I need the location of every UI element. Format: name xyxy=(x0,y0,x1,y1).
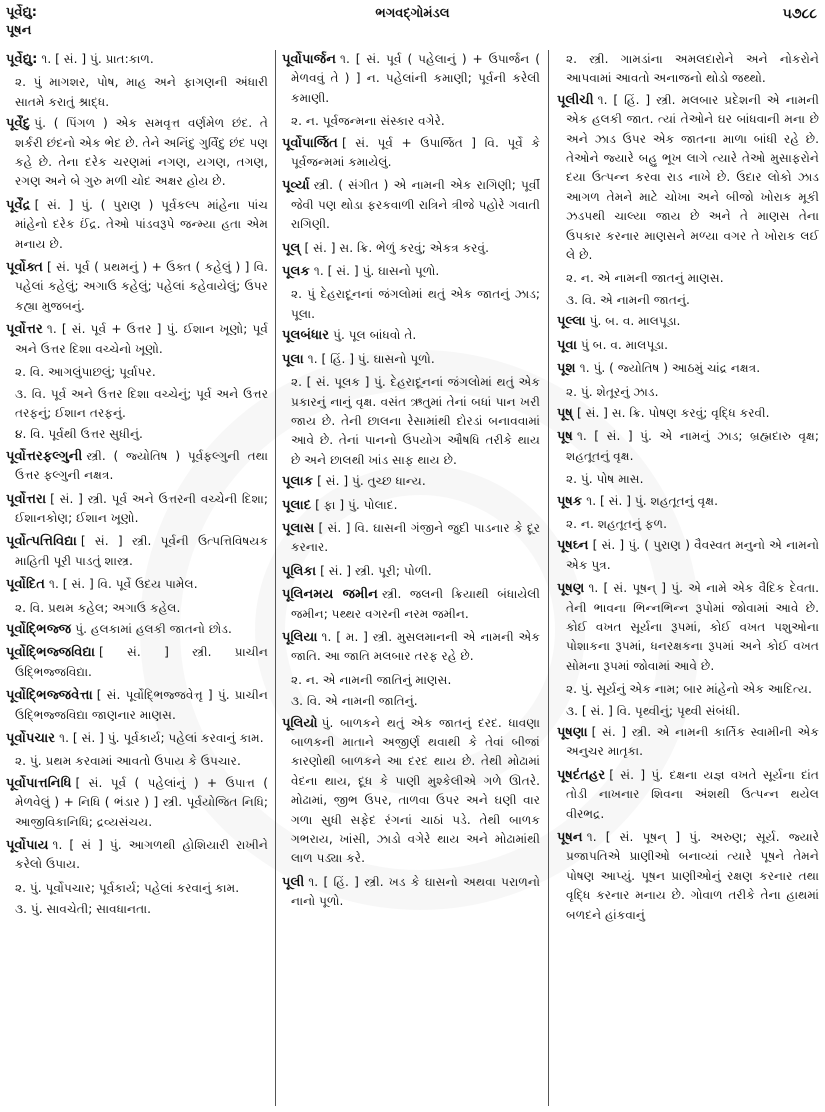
entry-sense: ૩. વિ. એ નામની જાતિનું. xyxy=(291,694,418,709)
entry-headword: પૂષ xyxy=(557,429,573,445)
entry-definition: ૧. [ સં. પૂષન્ ] પું. એ નામે એક વૈદિક દેવતા. તેની ભાવના ભિન્નભિન્ન રૂપોમાં જોવામાં આવે છે. કોઈ વખત સૂર્યના રૂપમાં, કોઈ વખત પશુઓના પોશાકના રૂપમાં, ધનરક્ષકના રૂપમાં અને કોઈ વખત સોમના રૂપમાં જોવામાં આવે છે. xyxy=(566,581,819,673)
dictionary-entry xyxy=(6,258,268,316)
entry-headword: પૂલાક xyxy=(282,474,314,490)
entry-definition: ૧. [ હિં. ] સ્ત્રી. ખડ કે ઘાસનો અથવા પરાળનો નાનો પૂળો. xyxy=(291,874,540,909)
entry-definition: પું. બ. વ. માલપૂડા. xyxy=(589,314,681,329)
entry-headword: પૂર્વોત્તરફલ્ગુની xyxy=(6,448,83,464)
entry-definition: ૧. [ સં ] પું. આગળથી હોશિયારી રાખીને કરેલો ઉપાય. xyxy=(15,838,268,872)
dictionary-entry xyxy=(282,562,540,581)
entry-definition: [ સં. પૂર્વ + ઉપાર્જિત ] વિ. પૂર્વે કે પૂર્વજન્મમાં કમાયેલું. xyxy=(291,135,540,170)
entry-headword: પૂષદંતહર xyxy=(557,767,606,783)
dictionary-entry xyxy=(557,723,819,762)
entry-sense: ૨. પું. પૂર્વોપચાર; પૂર્વકાર્ય; પહેલાં કરવાનું કામ. xyxy=(15,880,240,895)
entry-headword: પૂલિયો xyxy=(282,715,318,731)
entry-definition: ૧. [ મ. ] સ્ત્રી. મુસલમાનની એ નામની એક જાતિ. આ જાતિ મલબાર તરફ રહે છે. xyxy=(291,629,540,664)
entry-headword: પૂશ xyxy=(557,361,576,377)
entry-sense: ૨. ન. શહતૂતનું ફળ. xyxy=(566,516,667,531)
entry-sense: ૩. વિ. એ નામની જાતનું. xyxy=(566,292,690,307)
dictionary-entry xyxy=(282,628,540,667)
dictionary-entry xyxy=(557,828,819,925)
entry-headword: પૂર્વોપાર્જિત xyxy=(282,135,338,151)
entry-sense: ૪. વિ. પૂર્વથી ઉત્તર સુધીનું. xyxy=(15,427,143,442)
entry-headword: પૂલબંધાર xyxy=(282,328,330,344)
column-1 xyxy=(6,50,268,1108)
entry-headword: પૂષન xyxy=(557,830,583,846)
entry-headword: પૂર્વોપાત્તનિધિ xyxy=(6,775,72,791)
entry-definition: પું. હલકામાં હલકી જાતનો છોડ. xyxy=(75,621,232,636)
entry-definition: [ સં. ] પું. દક્ષના યજ્ઞ વખતે સૂર્યના દાંત તોડી નાખનાર શિવના અંશથી ઉત્પન્ન થયેલ વીરભદ્ર. xyxy=(566,767,819,821)
entry-sense: ૨. સ્ત્રી. ગામડાંના અમલદારોને અને નોકરોને આપવામાં આવતો અનાજનો થોડો જથ્થો. xyxy=(566,52,819,86)
dictionary-entry xyxy=(282,585,540,624)
dictionary-entry xyxy=(6,196,268,254)
entry-headword: પૂર્વોદ્ભિજ્જવિદ્યા xyxy=(6,645,96,661)
column-2 xyxy=(282,50,540,1108)
entry-definition: [ સં. ] સ્ત્રી. પૂર્વ અને ઉત્તરની વચ્ચેની દિશા; ઈશાનકોણ; ઈશાન ખૂણો. xyxy=(15,491,268,525)
entry-sense: ૨. પું. શેતૂરનું ઝાડ. xyxy=(566,384,659,399)
entry-headword: પૂર્વેદ્યુ: xyxy=(6,52,38,67)
entry-definition: પું. બાળકને થતું એક જાતનું દરદ. ધાવણા બાળકની માતાને અજીર્ણ થવાથી કે તેવાં બીજાં કારણોથી બાળકને આ દરદ થાય છે. તેથી મોઢામાં વેદના થાય, દૂધ કે પાણી મુશ્કેલીએ ગળે ઊતરે. મોઢામાં, જીભ ઉપર, તાળવા ઉપર અને ઘણી વાર ગળા સુધી સફેદ રંગનાં ચાઠાં પડે. તેથી બાળક ગભરાય, ખાંસી, ઝાડો વગેરે થાય અને મોઢામાંથી લાળ પડ્યા કરે. xyxy=(291,715,540,866)
dictionary-entry xyxy=(6,729,268,748)
entry-headword: પૂર્વોદ્ભિજ્જ xyxy=(6,621,72,637)
entry-sense: ૨. પું દેહરાદૂનનાં જંગલોમાં થતું એક જાતનું ઝાડ; પૂલા. xyxy=(291,287,540,321)
dictionary-entry xyxy=(557,404,819,423)
dictionary-entry xyxy=(282,496,540,515)
entry-definition: ૧. [ સં. ] વિ. પૂર્વે ઉદય પામેલ. xyxy=(49,577,198,592)
entry-definition: [ સં. ] સ્ત્રી. એ નામની કાર્તિક સ્વામીની એક અનુચર માતૃકા. xyxy=(566,725,819,759)
dictionary-entry xyxy=(282,326,540,345)
dictionary-entry xyxy=(557,492,819,511)
dictionary-entry xyxy=(282,519,540,558)
entry-headword: પૂર્વોક્ત xyxy=(6,260,43,276)
entry-definition: [ સં. ] સ્ત્રી. પૂર્વની ઉત્પત્તિવિષયક માહિતી પૂરી પાડતું શાસ્ત્ર. xyxy=(15,534,268,568)
entry-sense: ૨. પું. સૂર્યનું એક નામ; બાર માંહેનો એક આદિત્ય. xyxy=(566,682,812,697)
dictionary-entry xyxy=(282,714,540,869)
entry-definition: ૧. [ સં. ] પું. ઘાસનો પૂળો. xyxy=(313,264,440,279)
entry-headword: પૂવા xyxy=(557,337,578,353)
entry-sense: ૨. ન. એ નામની જાતિનું માણસ. xyxy=(291,672,452,687)
entry-sense: ૨. પું. પોષ માસ. xyxy=(566,472,644,487)
dictionary-entry xyxy=(6,643,268,682)
entry-headword: પૂર્વોદ્ભિજ્જવેત્તા xyxy=(6,688,93,704)
dictionary-entry xyxy=(6,575,268,594)
entry-headword: પૂર્વોપાર્જન xyxy=(282,52,337,67)
entry-sense: ૩. પું. સાવચેતી; સાવધાનતા. xyxy=(15,902,152,917)
entry-headword: પૂર્વોત્તર xyxy=(6,322,43,338)
dictionary-entry xyxy=(282,176,540,234)
dictionary-entry xyxy=(282,873,540,912)
dictionary-entry xyxy=(6,836,268,875)
column-divider xyxy=(548,50,549,1106)
page-number: ૫૭૮૮ xyxy=(782,6,817,22)
entry-headword: પૂર્વેંદ્ર xyxy=(6,197,31,213)
entry-headword: પૂલીચી xyxy=(557,92,594,108)
entry-definition: [ સં. ] પું. ( પુરાણ ) વૈવસ્વત મનુનો એ નામનો એક પુત્ર. xyxy=(566,538,819,572)
entry-headword: પૂષઘ્ન xyxy=(557,538,589,554)
dictionary-entry xyxy=(282,134,540,173)
entry-definition: [ સં. ] સ. ક્રિ. પોષણ કરવું; વૃદ્ધિ કરવી. xyxy=(576,405,770,420)
dictionary-entry xyxy=(6,114,268,192)
entry-definition: ૧. [ સં. ] પું. એ નામનું ઝાડ; બ્રહ્મદારુ વૃક્ષ; શહતૂતનું વૃક્ષ. xyxy=(566,429,819,463)
entry-definition: [ સં. ] સ્ત્રી. પૂરી; પોળી. xyxy=(320,563,432,578)
dictionary-entry xyxy=(557,536,819,575)
entry-definition: [ સં. પૂર્વોદ્ભિજ્જવેત્તૃ ] પું. પ્રાચીન ઉદ્ભિજ્જવિદ્યા જાણનાર માણસ. xyxy=(15,688,268,722)
guide-word-first: પૂર્વેદ્યુ: xyxy=(6,5,37,20)
entry-definition: સ્ત્રી. ( જ્યોતિષ ) પૂર્વફલ્ગુની તથા ઉત્તર ફલ્ગુની નક્ષત્ર. xyxy=(15,448,268,483)
entry-sense: ૨. પું. પ્રથમ કરવામાં આવતો ઉપાય કે ઉપચાર. xyxy=(15,754,241,769)
entry-definition: ૧. [ હિં. ] સ્ત્રી. મલબાર પ્રદેશની એ નામની એક હલકી જાત. ત્યાં તેઓને ઘર બાંધવાની મના છે અને ઝાડ ઉપર એક જાતના માળા બાંધી રહે છે. તેઓને જ્યારે બહુ ભૂખ લાગે ત્યારે તેઓ મુસાફરોને દયા ઉત્પન્ન કરવા રાડ નાખે છે. ઉદાર લોકો ઝાડ આગળ તેમને માટે ચોખા અને બીજો ખોરાક મૂકી ઝડપથી ચાલ્યા જાય છે અને તે માણસ તેના ઉપકાર કરનાર માણસને મળ્યા વગર તે ખોરાક લઈ લે છે. xyxy=(566,92,819,263)
entry-headword: પૂષણા xyxy=(557,725,588,740)
entry-headword: પૂલાદ xyxy=(282,497,312,513)
dictionary-entry xyxy=(557,427,819,466)
entry-headword: પૂષ્ xyxy=(557,405,573,421)
entry-definition: સ્ત્રી. ( સંગીત ) એ નામની એક રાગિણી; પૂર્વી જેવી પણ થોડા ફરકવાળી રાત્રિને ત્રીજે પહોરે ગવાતી રાગિણી. xyxy=(291,178,540,232)
entry-headword: પૂષણ xyxy=(557,581,585,597)
entry-definition: [ સં. ] વિ. ઘાસની ગંજીને જુદી પાડનાર કે દૂર કરનાર. xyxy=(291,520,540,555)
page-header xyxy=(0,0,825,48)
entry-headword: પૂલિનમય જમીન xyxy=(282,587,379,603)
entry-definition: ૧. [ સં. પૂષન્ ] પું. અરુણ; સૂર્ય. જ્યારે પ્રજાપતિએ પ્રાણીઓ બનાવ્યાં ત્યારે પૂષને તેમને પોષણ આપ્યું. પૂષન પ્રાણીઓનું રક્ષણ કરનાર તથા વૃદ્ધિ કરનાર મનાય છે. ગોવાળ તરીકે તેના હાથમાં બળદને હાંકવાનું xyxy=(566,830,819,922)
dictionary-entry xyxy=(282,239,540,258)
book-title: ભગવદ્ગોમંડલ xyxy=(375,6,450,21)
entry-definition: પું. પૂલ બાંધવો તે. xyxy=(333,328,417,343)
entry-headword: પૂર્વ્યા xyxy=(282,178,310,194)
dictionary-entry xyxy=(6,774,268,832)
entry-headword: પૂર્વેંદુ xyxy=(6,116,31,132)
dictionary-entry xyxy=(6,686,268,725)
guide-word-last: પૂષન xyxy=(6,23,32,38)
entry-headword: પૂર્વોપચાર xyxy=(6,731,56,746)
entry-sense: ૨. [ સં. પૂલક ] પું. દેહરાદૂનનાં જંગલોમાં થતું એક પ્રકારનું નાનું વૃક્ષ. વસંત ઋતુમાં તેનાં બધાં પાન ખરી જાય છે. તેની છાલના રેસામાંથી દોરડાં બનાવવામાં આવે છે. તેનાં પાનનો ઉપયોગ ઔષધિ તરીકે થાય છે અને છાલથી ખાંડ સાફ થાય છે. xyxy=(291,375,540,467)
entry-headword: પૂષક xyxy=(557,493,583,509)
entry-definition: સ્ત્રી. જલની ક્રિયાથી બંધાયેલી જમીન; પથ્થર વગરની નરમ જમીન. xyxy=(291,587,540,621)
dictionary-entry xyxy=(557,312,819,331)
dictionary-entry xyxy=(6,490,268,529)
column-divider xyxy=(275,50,276,1106)
dictionary-entry xyxy=(557,579,819,676)
entry-headword: પૂલા xyxy=(282,351,304,367)
entry-headword: પૂર્વોદિત xyxy=(6,577,46,593)
entry-definition: [ ફા ] પું. પોલાદ. xyxy=(315,497,398,512)
entry-headword: પૂર્વોત્તરા xyxy=(6,491,47,507)
entry-headword: પૂલી xyxy=(282,874,305,890)
dictionary-entry xyxy=(6,532,268,571)
entry-definition: [ સં. ] પું. તુચ્છ ધાન્ય. xyxy=(317,474,426,489)
entry-definition: પું. ( પિંગળ ) એક સમવૃત્ત વર્ણમેળ છંદ. તે શર્કરી છંદનો એક ભેદ છે. તેને અનિંદુ ગુર્વિંદુ છંદ પણ કહે છે. તેના દરેક ચરણમાં નગણ, યગણ, તગણ, રગણ અને બે ગુરુ મળી ચોદ અક્ષર હોય છે. xyxy=(15,116,268,189)
entry-definition: [ સં. ] સ્ત્રી. પ્રાચીન ઉદ્ભિજ્જવિદ્યા. xyxy=(15,645,268,679)
dictionary-entry xyxy=(557,766,819,824)
entry-headword: પૂલક xyxy=(282,264,310,280)
dictionary-entry xyxy=(557,359,819,378)
entry-sense: ૨. વિ. પ્રથમ કહેલ; અગાઉ કહેલ. xyxy=(15,600,181,615)
entry-definition: ૧. [ સં. પૂર્વ ( પહેલાનું ) + ઉપાર્જન ( મેળવવું તે ) ] ન. પહેલાંની કમાણી; પૂર્વની કરેલી કમાણી. xyxy=(291,52,540,105)
dictionary-entry xyxy=(282,472,540,491)
entry-headword: પૂલ્લા xyxy=(557,314,586,330)
dictionary-entry xyxy=(6,620,268,639)
entry-headword: પૂર્વોપાય xyxy=(6,838,49,854)
entry-sense: ૩. [ સં. ] વિ. પૃથ્વીનું; પૃથ્વી સંબંધી. xyxy=(566,703,741,718)
entry-headword: પૂલિકા xyxy=(282,563,317,579)
entry-definition: ૧. [ સં. પૂર્વ + ઉત્તર ] પું. ઈશાન ખૂણો; પૂર્વ અને ઉત્તર દિશા વચ્ચેનો ખૂણો. xyxy=(15,322,268,356)
entry-definition: ૧. [ હિં. ] પું. ઘાસનો પૂળો. xyxy=(307,351,435,366)
entry-headword: પૂલ્ xyxy=(282,240,301,256)
entry-definition: ૧. [ સં. ] પું. શહતૂતનું વૃક્ષ. xyxy=(586,493,718,508)
entry-headword: પૂલાસ xyxy=(282,520,315,536)
dictionary-entry xyxy=(282,350,540,369)
entry-definition: ૧. [ સં. ] પું. પ્રાત:કાળ. xyxy=(41,52,154,66)
dictionary-entry xyxy=(6,50,268,69)
entry-headword: પૂર્વોત્પત્તિવિદ્યા xyxy=(6,534,77,550)
entry-definition: [ સં. ] પું. ( પુરાણ ) પૂર્વકલ્પ માંહેના પાંચ માંહેનો દરેક ઈંદ્ર. તેઓ પાંડવરૂપે જન્મ્યા હતા એમ મનાય છે. xyxy=(15,197,268,251)
entry-sense: ૨. પું માગશર, પોષ, માહ અને ફાગણની અંધારી સાતમે કરાતું શ્રાદ્ધ. xyxy=(15,75,268,109)
entry-sense: ૨. ન. એ નામની જાતનું માણસ. xyxy=(566,271,724,286)
dictionary-entry xyxy=(557,91,819,266)
entry-sense: ૨. વિ. આગલુંપાછલું; પૂર્વાપર. xyxy=(15,365,156,380)
dictionary-entry xyxy=(6,447,268,486)
entry-headword: પૂલિયા xyxy=(282,629,318,645)
dictionary-entry xyxy=(557,336,819,355)
column-3 xyxy=(557,50,819,1108)
entry-definition: ૧. [ સં. ] પું. પૂર્વકાર્ય; પહેલાં કરવાનું કામ. xyxy=(59,731,264,745)
entry-sense: ૩. વિ. પૂર્વ અને ઉત્તર દિશા વચ્ચેનું; પૂર્વ અને ઉત્તર તરફનું; ઈશાન તરફનું. xyxy=(15,386,268,420)
entry-definition: પું બ. વ. માલપૂડા. xyxy=(581,337,668,352)
dictionary-entry xyxy=(282,50,540,108)
dictionary-entry xyxy=(6,320,268,359)
entry-definition: [ સં. પૂર્વ ( પહેલાંનું ) + ઉપાત્ત ( મેળવેલું ) + નિધિ ( ભંડાર ) ] સ્ત્રી. પૂર્વયોજિત નિધિ; આજીવિકાનિધિ; દ્રવ્યસંચય. xyxy=(15,775,268,829)
entry-definition: [ સં. પૂર્વ ( પ્રથમનું ) + ઉક્ત ( કહેલું ) ] વિ. પહેલાં કહેલું; અગાઉ કહેલું; પહેલાં કહેવાયેલું; ઉપર કહ્યા મુજબનું. xyxy=(15,260,268,313)
entry-definition: [ સં. ] સ. ક્રિ. ભેળું કરવું; એકત્ર કરવું. xyxy=(304,240,489,255)
entry-definition: ૧. પું. ( જ્યોતિષ ) આઠમું ચાંદ્ર નક્ષત્ર. xyxy=(579,361,761,376)
dictionary-entry xyxy=(282,262,540,281)
entry-sense: ૨. ન. પૂર્વજન્મના સંસ્કાર વગેરે. xyxy=(291,114,445,129)
